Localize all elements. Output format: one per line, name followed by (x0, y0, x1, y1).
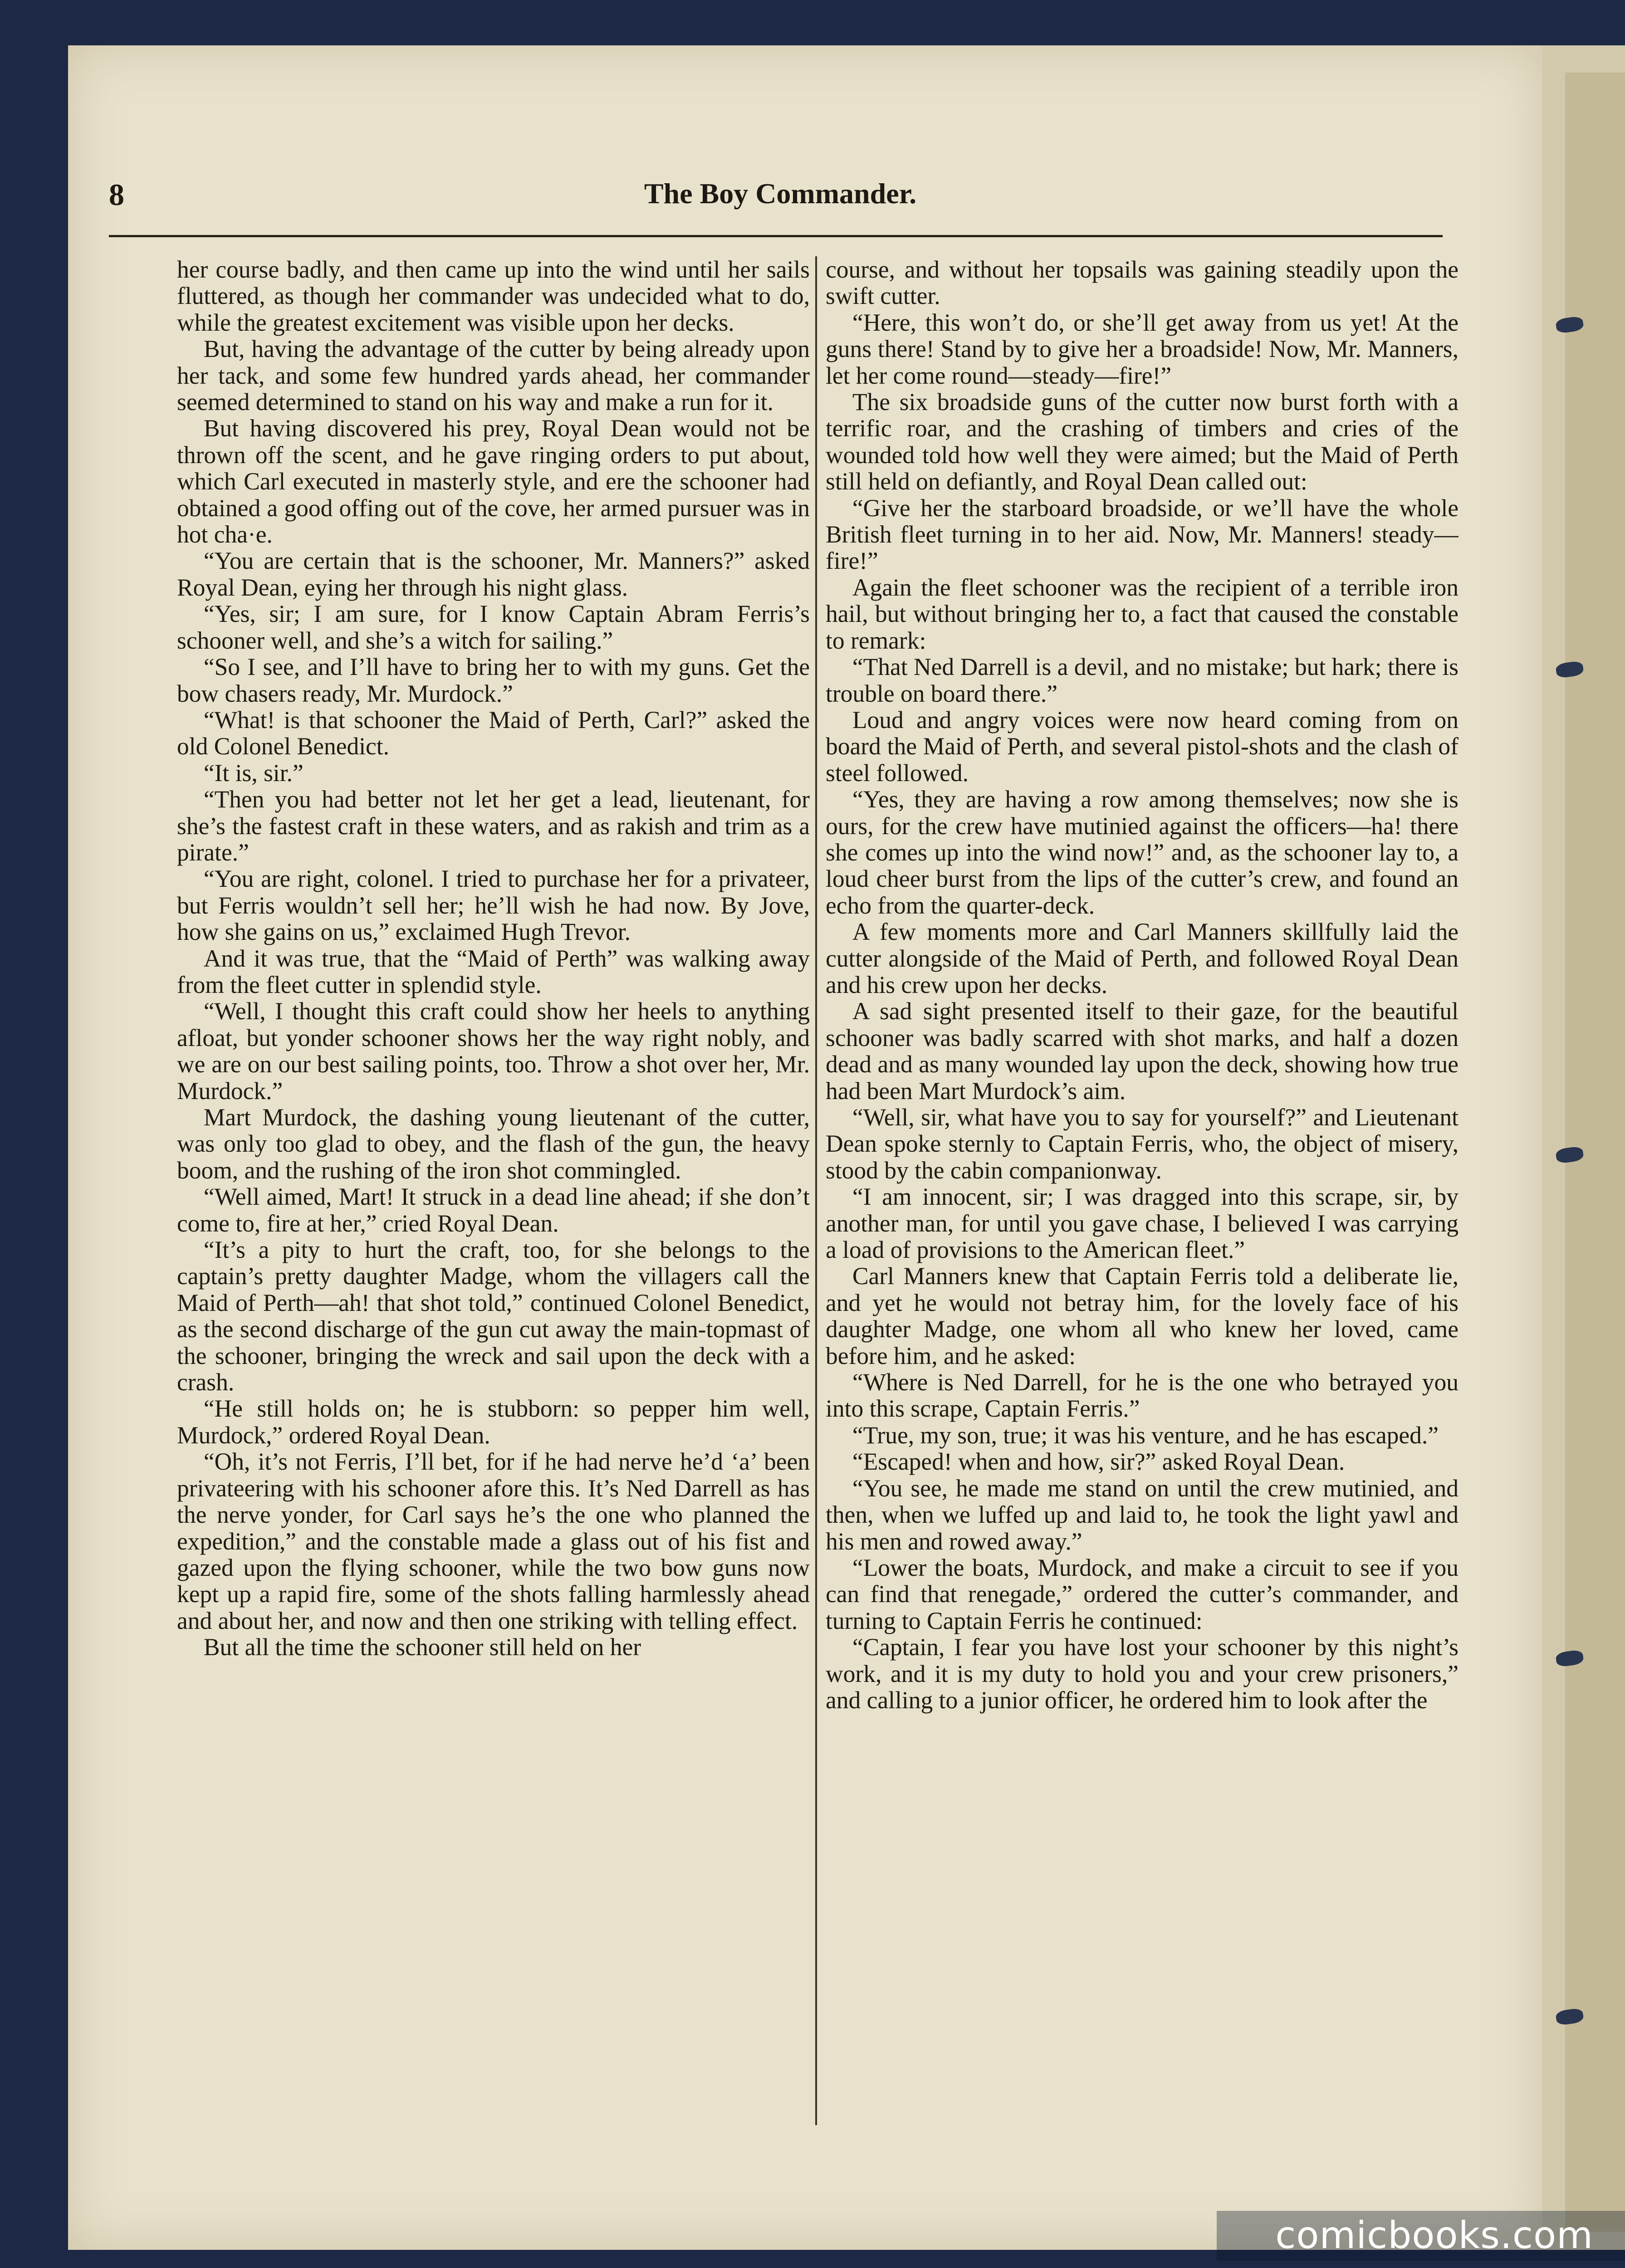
column-divider (815, 256, 817, 2125)
paragraph: “Here, this won’t do, or she’ll get away from us yet! At the guns there! Stand by to give her a broadside! Now, Mr. Manners, let her come round—steady—fire!” (826, 308, 1459, 389)
page-number: 8 (109, 177, 124, 212)
paragraph: her course badly, and then came up into the wind until her sails fluttered, as though her commander was undecided what to do, while the greatest excitement was visible upon her decks. (177, 256, 810, 336)
paragraph: Mart Murdock, the dashing young lieutenant of the cutter, was only too glad to obey, and the flash of the gun, the heavy boom, and the rushing of the iron shot commingled. (177, 1104, 810, 1184)
paragraph: A sad sight presented itself to their gaze, for the beautiful schooner was badly scarred with shot marks, and half a dozen dead and as many wounded lay upon the deck, showing how true had been Mart Murdock’s aim. (826, 997, 1459, 1105)
paragraph: “You are right, colonel. I tried to purchase her for a privateer, but Ferris wouldn’t sell her; he’ll wish he had now. By Jove, how she gains on us,” exclaimed Hugh Trevor. (177, 865, 810, 946)
paragraph: “Well, sir, what have you to say for yourself?” and Lieutenant Dean spoke sternly to Captain Ferris, who, the object of misery, stood by the cabin companionway. (826, 1104, 1459, 1184)
paragraph: “Captain, I fear you have lost your schooner by this night’s work, and it is my duty to hold you and your crew prisoners,” and calling to a junior officer, he ordered him to look after the (826, 1633, 1459, 1714)
paragraph: But all the time the schooner still held on her (203, 1633, 641, 1661)
paragraph: “Escaped! when and how, sir?” asked Royal Dean. (852, 1448, 1345, 1476)
paragraph: “Give her the starboard broadside, or we’ll have the whole British fleet turning in to her aid. Now, Mr. Manners! steady—fire!” (826, 494, 1459, 575)
paragraph: “Then you had better not let her get a lead, lieutenant, for she’s the fastest craft in these waters, and as rakish and trim as a pirate.” (177, 786, 810, 866)
paragraph: “He still holds on; he is stubborn: so pepper him well, Murdock,” ordered Royal Dean. (177, 1395, 810, 1449)
paragraph: “Well aimed, Mart! It struck in a dead line ahead; if she don’t come to, fire at her,” cried Royal Dean. (177, 1183, 810, 1237)
paragraph: And it was true, that the “Maid of Perth” was walking away from the fleet cutter in splendid style. (177, 944, 810, 998)
paragraph: course, and without her topsails was gaining steadily upon the swift cutter. (826, 256, 1459, 310)
paragraph: “Where is Ned Darrell, for he is the one who betrayed you into this scrape, Captain Ferris.” (826, 1369, 1459, 1422)
paragraph: Loud and angry voices were now heard coming from on board the Maid of Perth, and several pistol-shots and the clash of steel followed. (826, 706, 1459, 787)
paragraph: “Yes, they are having a row among themselves; now she is ours, for the crew have mutinied against the officers—ha! there she comes up into the wind now!” and, as the schooner lay to, a loud cheer burst from the lips of the cutter’s crew, and found an echo from the quarter-deck. (826, 786, 1459, 919)
paragraph: Again the fleet schooner was the recipient of a terrible iron hail, but without bringing her to, a fact that caused the constable to remark: (826, 573, 1459, 654)
paragraph: “That Ned Darrell is a devil, and no mistake; but hark; there is trouble on board there.” (826, 653, 1459, 707)
paragraph: “What! is that schooner the Maid of Perth, Carl?” asked the old Colonel Benedict. (177, 706, 810, 760)
paragraph: Carl Manners knew that Captain Ferris told a deliberate lie, and yet he would not betray him, for the lovely face of his daughter Madge, one whom all who knew her loved, came before him, and he asked: (826, 1262, 1459, 1369)
running-title: The Boy Commander. (644, 177, 917, 210)
paragraph: But having discovered his prey, Royal Dean would not be thrown off the scent, and he gave ringing orders to put about, which Carl executed in masterly style, and ere the schooner had obtained a good offing out of the cove, her armed pursuer was in hot cha·e. (177, 415, 810, 548)
paragraph: “Oh, it’s not Ferris, I’ll bet, for if he had nerve he’d ‘a’ been privateering with his schooner afore this. It’s Ned Darrell as has the nerve yonder, for Carl says he’s the one who planned the expedition,” and the constable made a glass out of his fist and gazed upon the flying schooner, while the two bow guns now kept up a rapid fire, some of the shots falling harmlessly ahead and about her, and now and then one striking with telling effect. (177, 1448, 810, 1634)
paragraph: “Yes, sir; I am sure, for I know Captain Abram Ferris’s schooner well, and she’s a witch for sailing.” (177, 600, 810, 654)
watermark: comicbooks.com (1217, 2211, 1625, 2261)
page-header (109, 177, 1452, 227)
paragraph: “It’s a pity to hurt the craft, too, for she belongs to the captain’s pretty daughter Madge, whom the villagers call the Maid of Perth—ah! that shot told,” continued Colonel Benedict, as the second discharge of the gun cut away the main-topmast of the schooner, bringing the wreck and sail upon the deck with a crash. (177, 1236, 810, 1396)
header-rule (109, 235, 1443, 237)
paragraph: “It is, sir.” (203, 759, 303, 787)
paragraph: “You are certain that is the schooner, Mr. Manners?” asked Royal Dean, eying her through his night glass. (177, 547, 810, 601)
text-column-left (177, 256, 810, 2152)
paragraph: But, having the advantage of the cutter by being already upon her tack, and some few hundred yards ahead, her commander seemed determined to stand on his way and make a run for it. (177, 335, 810, 416)
paragraph: “I am innocent, sir; I was dragged into this scrape, sir, by another man, for until you gave chase, I believed I was carrying a load of provisions to the American fleet.” (826, 1183, 1459, 1264)
paragraph: “Well, I thought this craft could show her heels to anything afloat, but yonder schooner shows her the way right nobly, and we are on our best sailing points, too. Throw a shot over her, Mr. Murdock.” (177, 997, 810, 1105)
paragraph: “True, my son, true; it was his venture, and he has escaped.” (852, 1421, 1439, 1449)
paragraph: The six broadside guns of the cutter now burst forth with a terrific roar, and the crashing of timbers and cries of the wounded told how well they were aimed; but the Maid of Perth still held on defiantly, and Royal Dean called out: (826, 388, 1459, 495)
paragraph: A few moments more and Carl Manners skillfully laid the cutter alongside of the Maid of Perth, and followed Royal Dean and his crew upon her decks. (826, 918, 1459, 998)
paragraph: “So I see, and I’ll have to bring her to with my guns. Get the bow chasers ready, Mr. Murdock.” (177, 653, 810, 707)
text-column-right (826, 256, 1459, 2152)
paragraph: “You see, he made me stand on until the crew mutinied, and then, when we luffed up and laid to, he took the light yawl and his men and rowed away.” (826, 1474, 1459, 1555)
paragraph: “Lower the boats, Murdock, and make a circuit to see if you can find that renegade,” ordered the cutter’s commander, and turning to Captain Ferris he continued: (826, 1554, 1459, 1634)
